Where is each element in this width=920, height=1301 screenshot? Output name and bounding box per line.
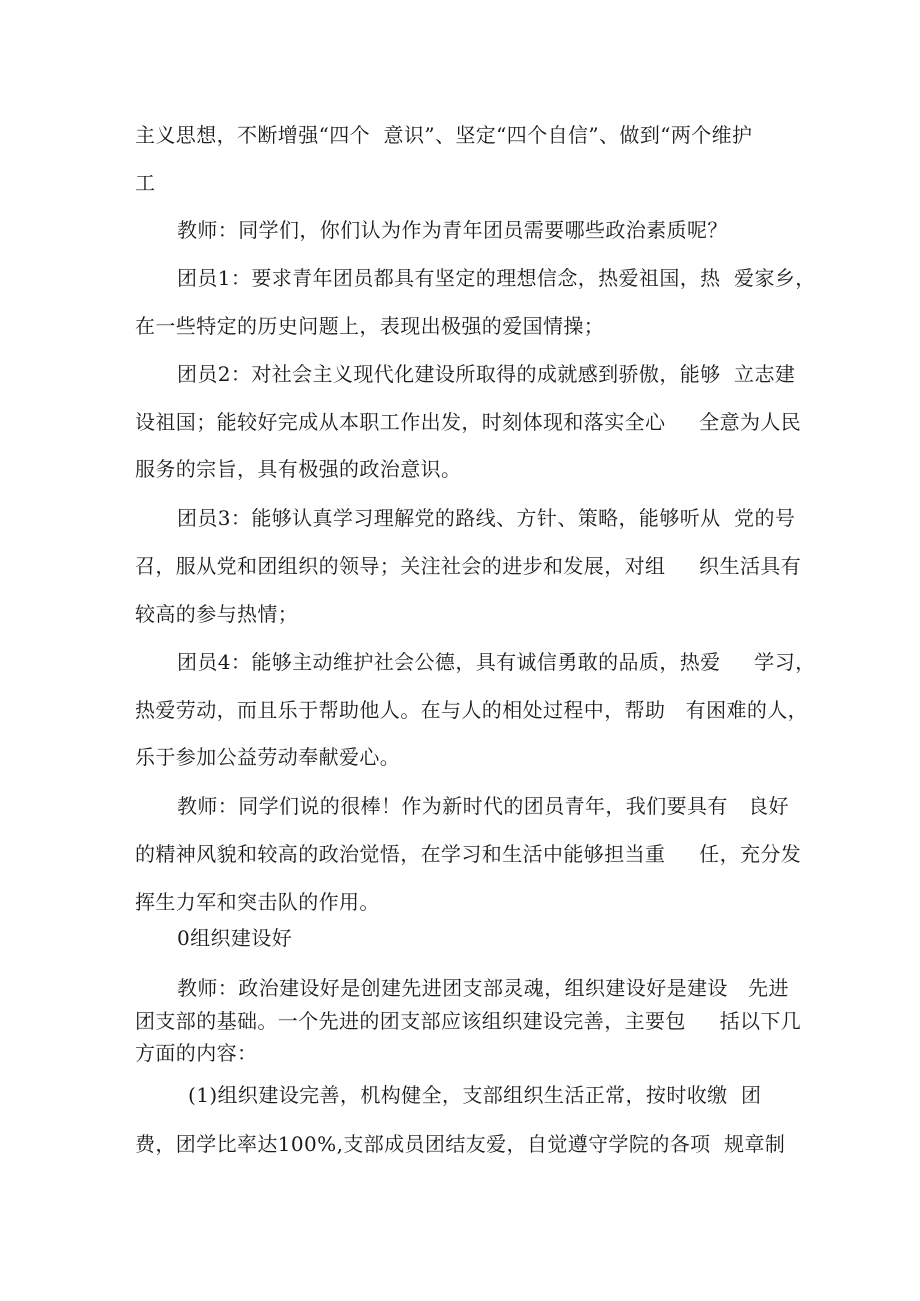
section-heading: 0组织建设好 [177, 926, 293, 950]
text-line: 团员1：要求青年团员都具有坚定的理想信念，热爱祖国，热 爱家乡， [177, 266, 816, 290]
list-item-line: (1)组织建设完善，机构健全，支部组织生活正常，按时收缴 团 [188, 1083, 762, 1107]
text-line: 团员4：能够主动维护社会公德，具有诚信勇敢的品质，热爱 学习， [177, 650, 816, 674]
text-line: 教师：同学们，你们认为作为青年团员需要哪些政治素质呢？ [177, 218, 728, 242]
text-line: 工 [135, 171, 156, 195]
text-line: 的精神风貌和较高的政治觉悟，在学习和生活中能够担当重 任，充分发 [135, 842, 802, 866]
text-line: 主义思想，不断增强“四个 意识”、坚定“四个自信”、做到“两个维护 [135, 123, 753, 147]
text-line: 挥生力军和突击队的作用。 [135, 890, 380, 914]
text-line: 团员2：对社会主义现代化建设所取得的成就感到骄傲，能够 立志建 [177, 362, 796, 386]
text-line: 服务的宗旨，具有极强的政治意识。 [135, 457, 462, 481]
text-line: 团支部的基础。一个先进的团支部应该组织建设完善，主要包 括以下几 [135, 1009, 802, 1033]
text-line: 设祖国；能较好完成从本职工作出发，时刻体现和落实全心 全意为人民 [135, 410, 802, 434]
text-line: 乐于参加公益劳动奉献爱心。 [135, 745, 401, 769]
text-line: 较高的参与热情； [135, 602, 299, 626]
text-line: 在一些特定的历史问题上，表现出极强的爱国情操； [135, 314, 605, 338]
text-line: 团员3：能够认真学习理解党的路线、方针、策略，能够听从 党的号 [177, 506, 796, 530]
text-line: 热爱劳动，而且乐于帮助他人。在与人的相处过程中，帮助 有困难的人， [135, 698, 809, 722]
text-line: 方面的内容： [135, 1041, 258, 1065]
text-line: 教师：政治建设好是创建先进团支部灵魂，组织建设好是建设 先进 [177, 976, 789, 1000]
text-line: 费，团学比率达100%,支部成员团结友爱，自觉遵守学院的各项 规章制 [135, 1132, 786, 1156]
text-line: 召，服从党和团组织的领导；关注社会的进步和发展，对组 织生活具有 [135, 554, 802, 578]
text-line: 教师：同学们说的很棒！作为新时代的团员青年，我们要具有 良好 [177, 794, 789, 818]
